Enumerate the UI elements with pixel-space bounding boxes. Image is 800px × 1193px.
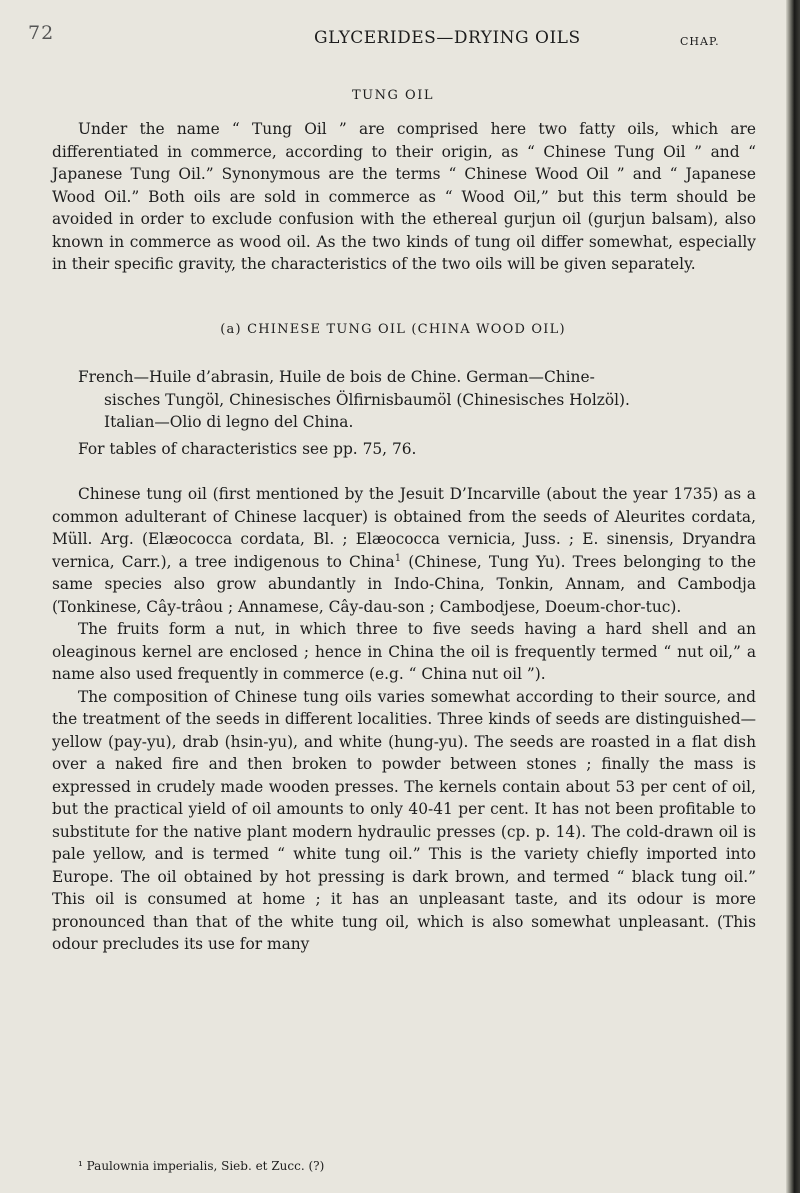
running-title: GLYCERIDES—DRYING OILS <box>314 28 581 48</box>
composition-paragraph: The composition of Chinese tung oils varies somewhat according to their source, and the treatment of the seeds in different localities. Three kinds of seeds are distinguished—yellow (pay-yu), drab (hsin-yu), and white (hung-yu). The seeds are roasted in a flat dish over a naked fire and then broken to powder between stones ; finally the mass is expressed in crudely made wooden presses. The kernels contain about 53 per cent of oil, but the practical yield of oil amounts to only 40-41 per cent. It has not been profitable to substitute for the native plant modern hydraulic presses (cp. p. 14). The cold-drawn oil is pale yellow, and is termed “ white tung oil.” This is the variety chiefly imported into Europe. The oil obtained by hot pressing is dark brown, and termed “ black tung oil.” This oil is consumed at home ; it has an unpleasant taste, and its odour is more pronounced than that of the white tung oil, which is also somewhat unpleasant. (This odour precludes its use for many <box>52 687 756 953</box>
source-text-continued: (Chinese, Tung Yu). Trees belonging to the same species also grow abundantly in Indo-China, Tonkin, Annam, and Cambodja (Tonkinese, Cây-trâou ; Annamese, Cây-dau-son ; Cambodjese, Doeum-chor-tuc). <box>52 552 756 616</box>
chapter-label: CHAP. <box>680 35 720 48</box>
page-number: 72 <box>28 22 55 44</box>
names-line-3: Italian—Olio di legno del China. <box>104 413 354 431</box>
source-paragraph <box>52 483 756 618</box>
names-block <box>52 366 756 434</box>
page-header <box>28 22 768 52</box>
names-line-2: sisches Tungöl, Chinesisches Ölfirnisbaumöl (Chinesisches Holzöl). <box>104 390 630 409</box>
page-edge-shadow <box>786 0 800 1193</box>
footnote-marker: 1 <box>394 552 402 564</box>
source-text: Chinese tung oil (first mentioned by the Jesuit D’Incarville (about the year 1735) as a common adulterant of Chinese lacquer) is obtained from the seeds of Aleurites cordata, Müll. Arg. (Elæococca cordata, Bl. ; Elæococca vernicia, Juss. ; E. sinensis, Dryandra vernica, Carr.), a tree indigenous to China <box>52 485 756 571</box>
footnote: ¹ Paulownia imperialis, Sieb. et Zucc. (?) <box>78 1159 325 1173</box>
intro-paragraph: Under the name “ Tung Oil ” are comprised here two fatty oils, which are differentiated in commerce, according to their origin, as “ Chinese Tung Oil ” and “ Japanese Tung Oil.” Synonymous are the terms “ Chinese Wood Oil ” and “ Japanese Wood Oil.” Both oils are sold in commerce as “ Wood Oil,” but this term should be avoided in order to exclude confusion with the ethereal gurjun oil (gurjun balsam), also known in commerce as wood oil. As the two kinds of tung oil differ somewhat, especially in their specific gravity, the characteristics of the two oils will be given separately. <box>52 120 756 273</box>
section-heading: TUNG OIL <box>352 88 434 103</box>
tables-reference: For tables of characteristics see pp. 75, 76. <box>78 440 417 458</box>
names-line-1: French—Huile d’abrasin, Huile de bois de Chine. German—Chine- <box>78 368 595 386</box>
tables-reference-block <box>52 438 756 461</box>
body-block <box>52 483 756 956</box>
subheading: (a) CHINESE TUNG OIL (CHINA WOOD OIL) <box>220 322 566 337</box>
fruits-paragraph: The fruits form a nut, in which three to five seeds having a hard shell and an oleaginous kernel are enclosed ; hence in China the oil is frequently termed “ nut oil,” a name also used frequently in commerce (e.g. “ China nut oil ”). <box>52 620 756 683</box>
intro-block <box>52 118 756 276</box>
